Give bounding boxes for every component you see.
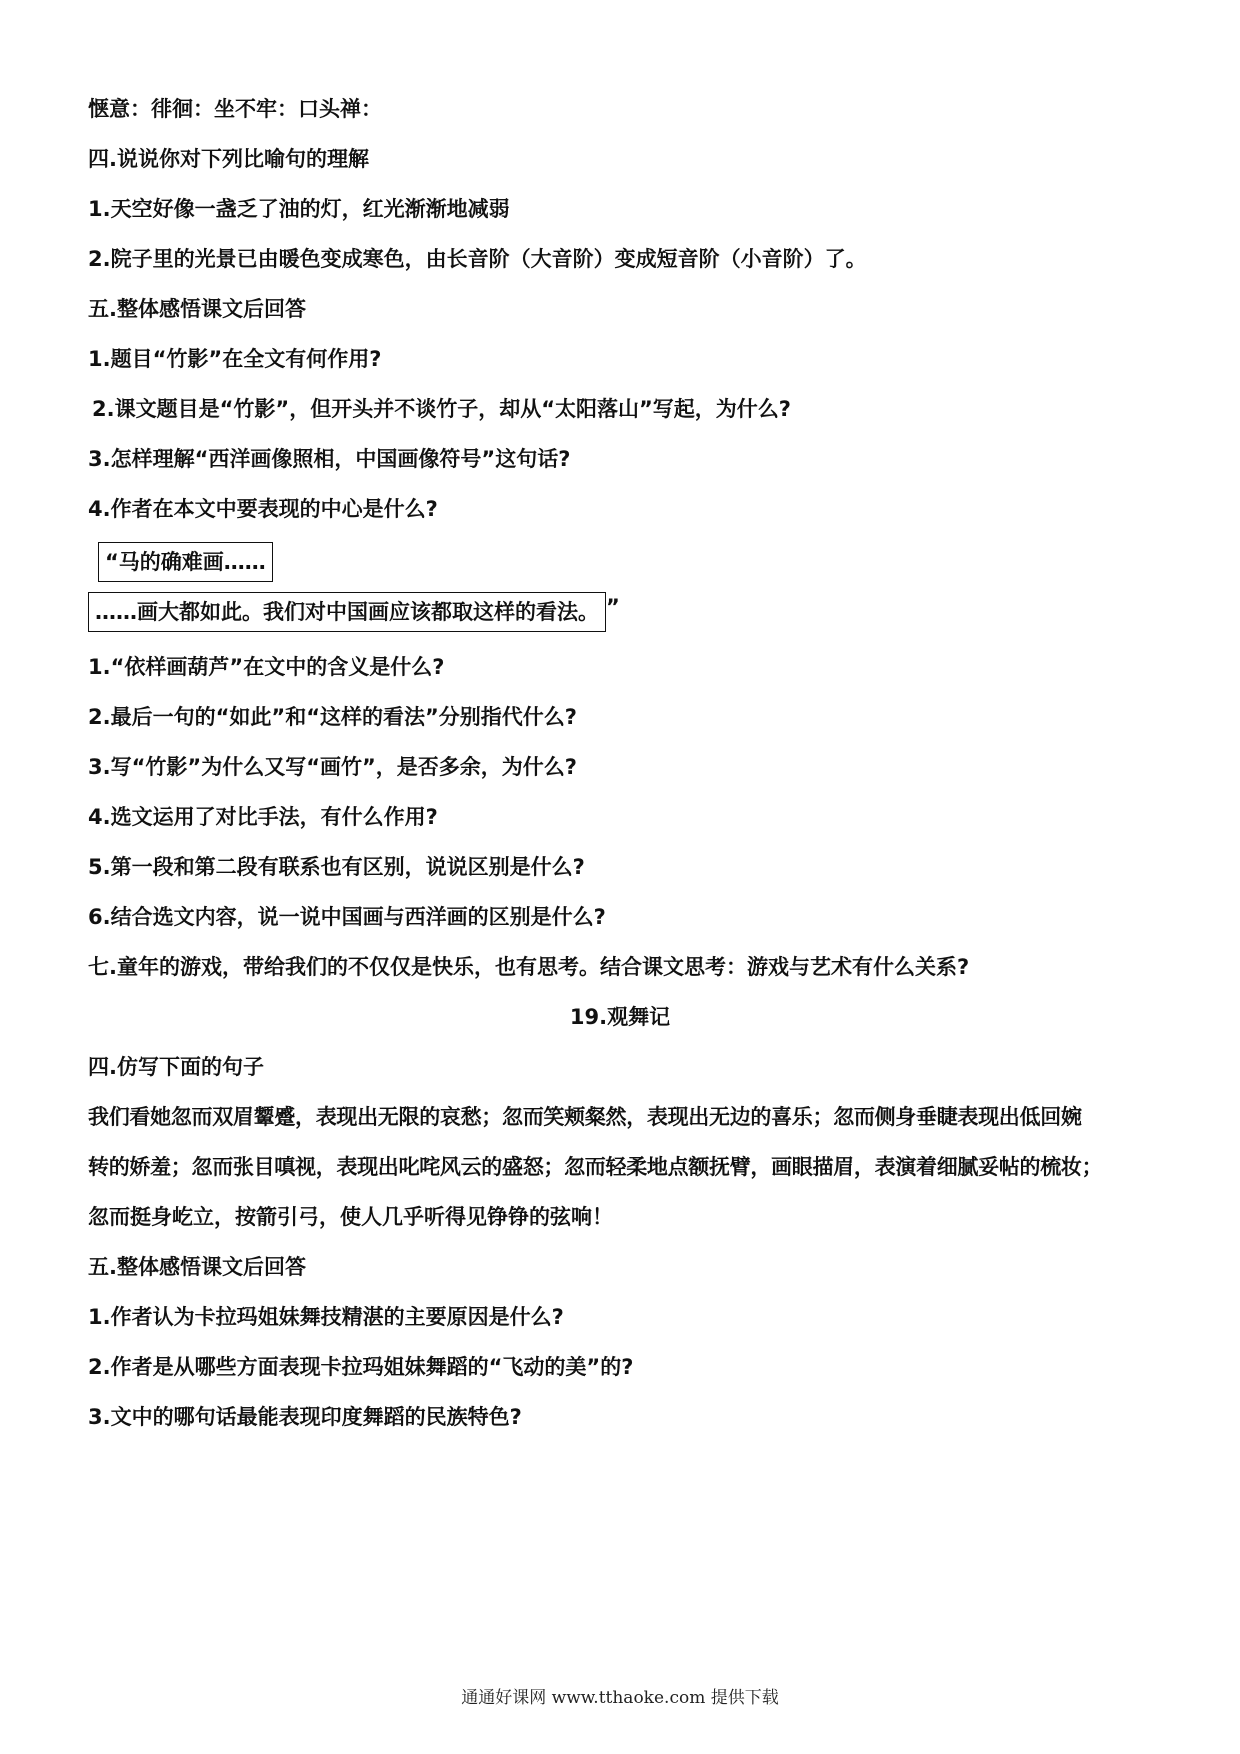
section-heading-imitation: 四.仿写下面的句子 <box>88 1055 264 1079</box>
section-heading-overall: 五.整体感悟课文后回答 <box>88 297 306 321</box>
question-item: 1.题目“竹影”在全文有何作用? <box>88 347 382 371</box>
footer-text: 通通好课网 www.tthaoke.com 提供下载 <box>461 1688 779 1708</box>
question-item: 1.“依样画葫芦”在文中的含义是什么? <box>88 655 445 679</box>
passage-line: 忽而挺身屹立，按箭引弓，使人几乎听得见铮铮的弦响！ <box>88 1205 613 1229</box>
question-item: 6.结合选文内容，说一说中国画与西洋画的区别是什么? <box>88 905 606 929</box>
question-item: 3.怎样理解“西洋画像照相，中国画像符号”这句话? <box>88 447 571 471</box>
passage-line: 我们看她忽而双眉颦蹙，表现出无限的哀愁；忽而笑颊粲然，表现出无边的喜乐；忽而侧身垂睫表现出低回婉 <box>88 1105 1082 1129</box>
question-item: 1.作者认为卡拉玛姐妹舞技精湛的主要原因是什么? <box>88 1305 564 1329</box>
question-item: 1.天空好像一盏乏了油的灯，红光渐渐地减弱 <box>88 197 510 221</box>
lesson-title: 19.观舞记 <box>569 1005 671 1029</box>
question-item: 3.文中的哪句话最能表现印度舞蹈的民族特色? <box>88 1405 522 1429</box>
section-heading-reflection: 七.童年的游戏，带给我们的不仅仅是快乐，也有思考。结合课文思考：游戏与艺术有什么关系? <box>88 955 970 979</box>
excerpt-start-box: “马的确难画…… <box>98 542 273 582</box>
vocab-line: 惬意：徘徊：坐不牢：口头禅： <box>88 97 382 121</box>
question-item: 4.作者在本文中要表现的中心是什么? <box>88 497 438 521</box>
section-heading-metaphor: 四.说说你对下列比喻句的理解 <box>88 147 369 171</box>
passage-line: 转的娇羞；忽而张目嗔视，表现出叱咤风云的盛怒；忽而轻柔地点额抚臂，画眼描眉，表演着细腻妥帖的梳妆； <box>88 1155 1103 1179</box>
question-item: 2.院子里的光景已由暖色变成寒色，由长音阶（大音阶）变成短音阶（小音阶）了。 <box>88 247 867 271</box>
question-item: 2.最后一句的“如此”和“这样的看法”分别指代什么? <box>88 705 577 729</box>
question-item: 5.第一段和第二段有联系也有区别，说说区别是什么? <box>88 855 585 879</box>
question-item: 3.写“竹影”为什么又写“画竹”，是否多余，为什么? <box>88 755 577 779</box>
section-heading-overall: 五.整体感悟课文后回答 <box>88 1255 306 1279</box>
question-item: 2.课文题目是“竹影”，但开头并不谈竹子，却从“太阳落山”写起，为什么? <box>92 397 791 421</box>
excerpt-end-box: ……画大都如此。我们对中国画应该都取这样的看法。 <box>88 592 606 632</box>
question-item: 2.作者是从哪些方面表现卡拉玛姐妹舞蹈的“飞动的美”的? <box>88 1355 634 1379</box>
closing-quote: ” <box>606 595 620 619</box>
question-item: 4.选文运用了对比手法，有什么作用? <box>88 805 438 829</box>
